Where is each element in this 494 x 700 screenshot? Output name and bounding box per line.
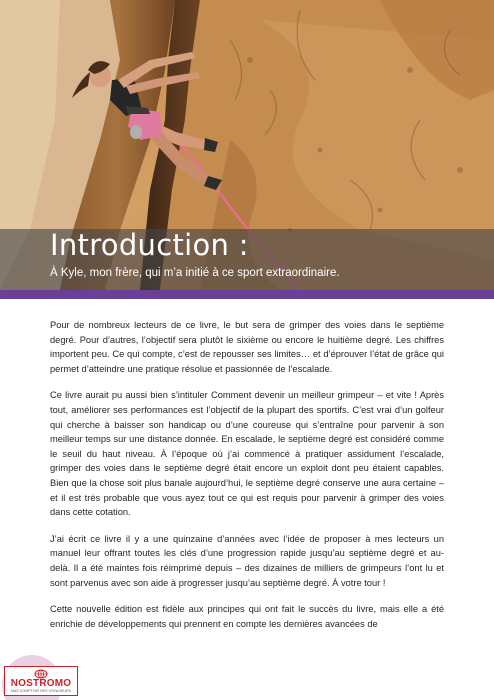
logo-tagline: MAS COMPTOIR DES VOYAGEURS <box>11 689 71 693</box>
paragraph: J’ai écrit ce livre il y a une quinzaine d’années avec l’idée de proposer à mes lecteurs un manuel leur offrant toutes les clés d’une progression rapide jusqu’au septième degré et au-delà. Il a été maintes fois réimprimé depuis – des dizaines de milliers de grimpeurs l’ont lu et sont parvenus avec son aide à progresser jusqu’au septième degré. À votre tour ! <box>50 533 444 588</box>
logo-name: NOSTROMO <box>10 678 72 689</box>
paragraph: Cette nouvelle édition est fidèle aux principes qui ont fait le succès du livre, mais elle a été enrichie de développements qui prennent en compte les dernières avancées de <box>50 604 444 629</box>
publisher-logo <box>0 652 82 700</box>
logo-box <box>4 666 78 696</box>
paragraph: Pour de nombreux lecteurs de ce livre, le but sera de grimper des voies dans le septième degré. Pour d’autres, l’objectif sera plutôt le sixième ou encore le huitième degré. Les chiffres importent peu. Ce qui compte, c’est de repousser ses limites… et d’éprouver l’état de grâce qui permet d’atteindre une pratique résolue et passionnée de l’escalade. <box>50 320 444 374</box>
chapter-title: Introduction : <box>50 228 249 262</box>
dedication: À Kyle, mon frère, qui m’a initié à ce sport extraordinaire. <box>50 267 340 279</box>
climbing-photo <box>0 0 494 290</box>
paragraph: Ce livre aurait pu aussi bien s’intituler Comment devenir un meilleur grimpeur – et vite ! Après tout, améliorer ses performances est l’objectif de la plupart des sportifs. C’est vrai d’un golfeur qui cherche à baisser son handicap ou d’une coureuse qui s’entraîne pour parvenir à son meilleur temps sur une distance donnée. En escalade, le septième degré est considéré comme le seuil du haut niveau. À l’époque où j’ai commencé à pratiquer assidument l’escalade, grimper des voies dans le septième degré était encore un exploit dont peu étaient capables. Bien que la chose soit plus banale aujourd’hui, le septième degré conserve une aura certaine – et il est très probable que vous ayez tout ce qui est requis pour parvenir à grimper des voies dans cette cotation. <box>50 390 444 518</box>
accent-bar <box>0 290 494 299</box>
body-text <box>50 318 444 643</box>
